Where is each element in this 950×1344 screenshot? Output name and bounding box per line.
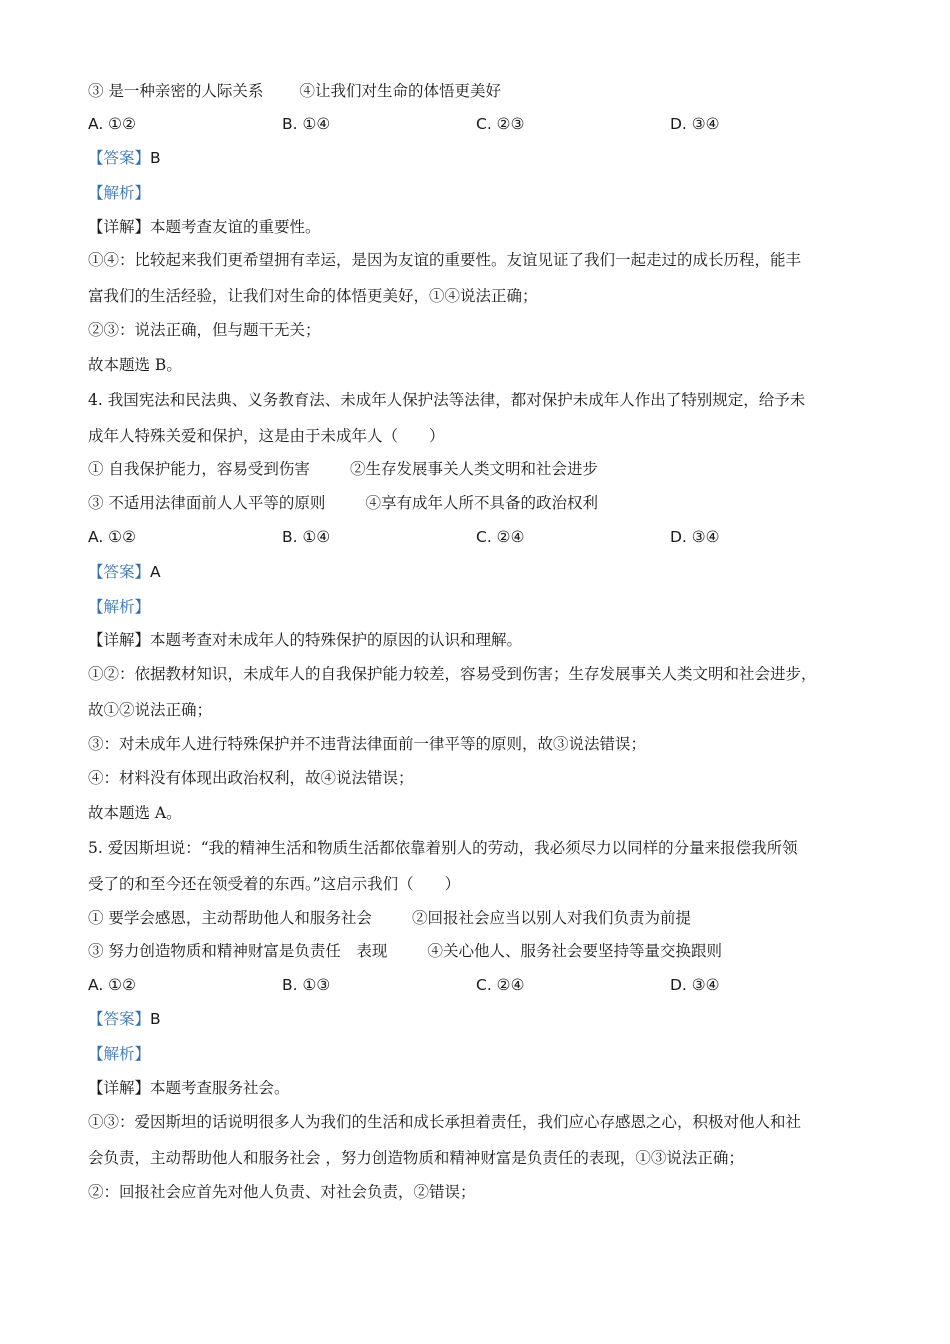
detail-text: 本题考查对未成年人的特殊保护的原因的认识和理解。 (150, 631, 523, 649)
q3-option-d: D. ③④ (670, 115, 720, 133)
q4-conclusion: 故本题选 A。 (88, 804, 182, 822)
q5-explanation-1-line-1: ①③：爱因斯坦的话说明很多人为我们的生活和成长承担着责任，我们应心存感恩之心，积极对他人和社 (88, 1113, 802, 1131)
q4-statements-row-2 (88, 493, 598, 513)
q5-explanation-1-line-2: 会负责，主动帮助他人和服务社会 ，努力创造物质和精神财富是负责任的表现，①③说法正确； (88, 1149, 744, 1167)
answer-value: A (150, 563, 161, 581)
q4-option-a: A. ①② (88, 528, 136, 546)
q5-detail (88, 1078, 290, 1098)
q5-statement-3: ③ 努力创造物质和精神财富是负责任 表现 (88, 942, 388, 960)
q5-option-a: A. ①② (88, 976, 136, 994)
q4-statement-1: ① 自我保护能力，容易受到伤害 (88, 460, 310, 478)
q3-option-b: B. ①④ (282, 115, 331, 133)
q4-explanation-3: ④：材料没有体现出政治权利，故④说法错误； (88, 769, 414, 787)
answer-tag: 【答案】 (88, 1010, 151, 1028)
q4-explanation-2: ③：对未成年人进行特殊保护并不违背法律面前一律平等的原则，故③说法错误； (88, 735, 647, 753)
q5-statement-4: ④关心他人、服务社会要坚持等量交换跟则 (427, 942, 722, 960)
q5-statements-row-1 (88, 908, 691, 928)
answer-tag: 【答案】 (88, 563, 151, 581)
detail-tag: 【详解】 (88, 1079, 151, 1097)
q5-analysis-tag: 【解析】 (88, 1045, 151, 1063)
q4-option-b: B. ①④ (282, 528, 331, 546)
q4-statement-2: ②生存发展事关人类文明和社会进步 (349, 460, 598, 478)
answer-value: B (150, 149, 161, 167)
q5-option-b: B. ①③ (282, 976, 331, 994)
q3-statement-3: ③ 是一种亲密的人际关系 (88, 82, 264, 100)
q4-stem-line-2: 成年人特殊关爱和保护，这是由于未成年人（ ） (88, 427, 445, 445)
q4-statement-3: ③ 不适用法律面前人人平等的原则 (88, 494, 326, 512)
q4-answer (88, 562, 161, 582)
q5-answer (88, 1009, 161, 1029)
detail-tag: 【详解】 (88, 631, 151, 649)
q4-explanation-1-line-2: 故①②说法正确； (88, 701, 213, 719)
q5-option-c: C. ②④ (476, 976, 525, 994)
q4-statements-row-1 (88, 459, 598, 479)
q5-explanation-2: ②：回报社会应首先对他人负责、对社会负责，②错误； (88, 1183, 476, 1201)
q4-explanation-1-line-1: ①②：依据教材知识，未成年人的自我保护能力较差，容易受到伤害；生存发展事关人类文明和社会进步， (88, 665, 817, 683)
q3-conclusion: 故本题选 B。 (88, 356, 182, 374)
answer-value: B (150, 1010, 161, 1028)
q3-option-a: A. ①② (88, 115, 136, 133)
q4-detail (88, 630, 522, 650)
q3-explanation-2: ②③：说法正确，但与题干无关； (88, 321, 321, 339)
q3-statements-row-2 (88, 81, 501, 101)
answer-tag: 【答案】 (88, 149, 151, 167)
q4-analysis-tag: 【解析】 (88, 598, 151, 616)
detail-text: 本题考查友谊的重要性。 (150, 218, 321, 236)
q3-analysis-tag: 【解析】 (88, 184, 151, 202)
q3-answer (88, 148, 161, 168)
detail-tag: 【详解】 (88, 218, 151, 236)
q4-statement-4: ④享有成年人所不具备的政治权利 (365, 494, 598, 512)
q5-option-d: D. ③④ (670, 976, 720, 994)
q3-option-c: C. ②③ (476, 115, 525, 133)
detail-text: 本题考查服务社会。 (150, 1079, 290, 1097)
q5-stem-line-1: 5. 爱因斯坦说：“我的精神生活和物质生活都依靠着别人的劳动，我必须尽力以同样的分量来报偿我所领 (88, 839, 798, 857)
q4-option-c: C. ②④ (476, 528, 525, 546)
q3-explanation-1-line-2: 富我们的生活经验，让我们对生命的体悟更美好，①④说法正确； (88, 287, 538, 305)
q5-statements-row-2 (88, 941, 722, 961)
q4-option-d: D. ③④ (670, 528, 720, 546)
q5-statement-2: ②回报社会应当以别人对我们负责为前提 (411, 909, 691, 927)
q5-stem-line-2: 受了的和至今还在领受着的东西。”这启示我们（ ） (88, 875, 461, 893)
q3-detail (88, 217, 321, 237)
q4-stem-line-1: 4. 我国宪法和民法典、义务教育法、未成年人保护法等法律，都对保护未成年人作出了特别规定，给予未 (88, 391, 806, 409)
q5-statement-1: ① 要学会感恩，主动帮助他人和服务社会 (88, 909, 372, 927)
q3-explanation-1-line-1: ①④：比较起来我们更希望拥有幸运，是因为友谊的重要性。友谊见证了我们一起走过的成长历程，能丰 (88, 251, 802, 269)
q3-statement-4: ④让我们对生命的体悟更美好 (299, 82, 501, 100)
